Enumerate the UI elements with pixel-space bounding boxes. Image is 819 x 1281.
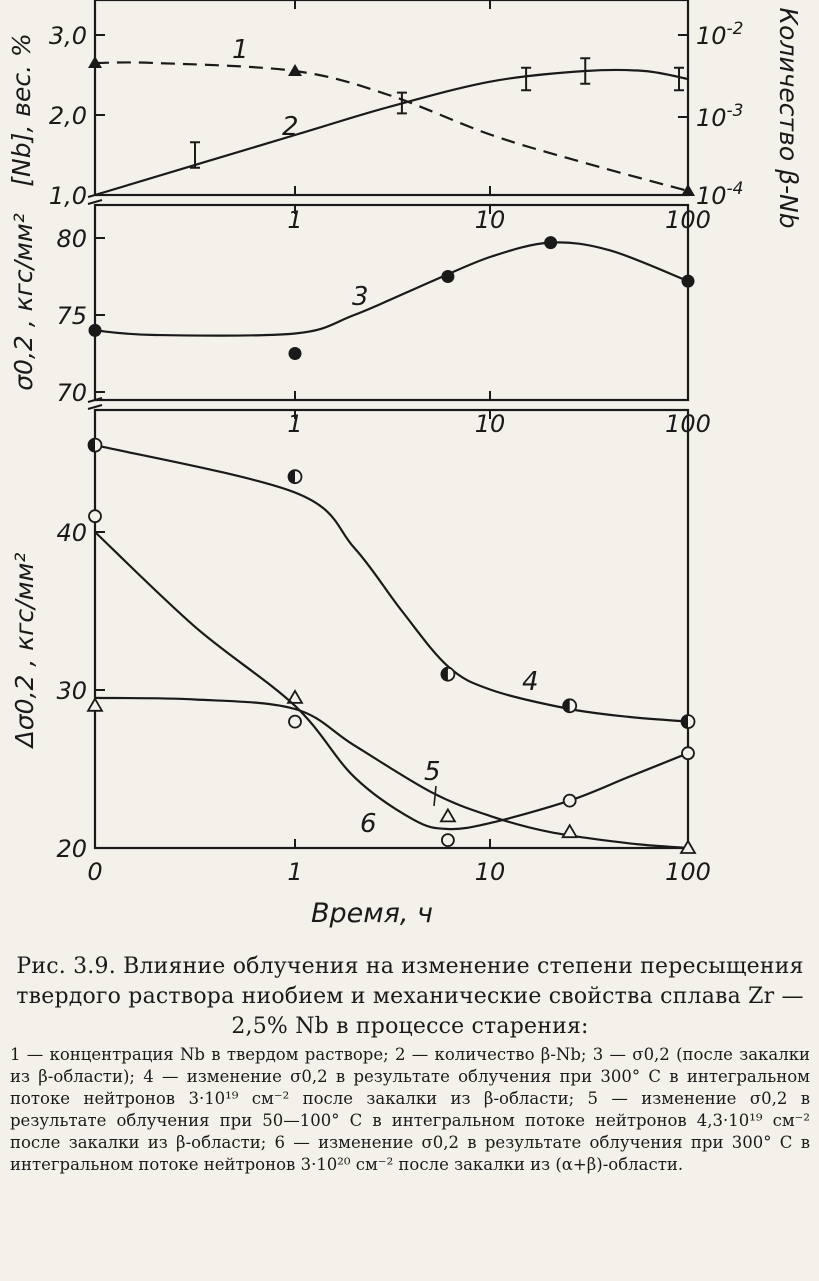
series-5-marker <box>563 825 577 837</box>
series-2-label: 2 <box>282 112 299 142</box>
caption-legend: 1 — концентрация Nb в твердом растворе; 2 — количество β-Nb; 3 — σ0,2 (после закалки из β-области); 4 — изменение σ0,2 в результате облучения при 300° С в интегральном потоке нейтронов 3·10¹⁹ см⁻² после закалки из β-области; 5 — изменение σ0,2 в результате облучения при 50—100° С в интегральном потоке нейтронов 4,3·10¹⁹ см⁻² после закалки из β-области; 6 — изменение σ0,2 в результате облучения при 300° С в интегральном потоке нейтронов 3·10²⁰ см⁻² после закалки из (α+β)-области. <box>10 1045 810 1174</box>
series-3-marker <box>89 324 102 337</box>
figure-caption <box>10 952 810 1176</box>
series-3-label: 3 <box>352 282 369 312</box>
y-axis-label: σ0,2 , кгс/мм² <box>9 213 38 391</box>
series-2-error-bar <box>521 68 531 90</box>
x-tick-label: 100 <box>665 206 711 234</box>
y-right-tick-label: $10^{-4}$ <box>696 179 744 210</box>
y-tick-label: 80 <box>56 225 87 253</box>
series-3-line <box>95 242 688 335</box>
series-5-marker <box>88 699 102 711</box>
y-right-tick-label: $10^{-2}$ <box>696 19 744 50</box>
x-tick-label: 1 <box>287 858 303 886</box>
x-tick-label: 10 <box>474 858 506 886</box>
y-axis-label: [Nb], вес. % <box>7 33 36 187</box>
series-5-marker <box>441 809 455 821</box>
x-tick-label: 10 <box>474 410 506 438</box>
series-3-marker <box>441 270 454 283</box>
panel-frame <box>95 410 688 848</box>
series-4-marker <box>289 470 302 483</box>
series-4-marker <box>441 668 454 681</box>
x-tick-label: 1 <box>287 206 303 234</box>
panel-middle <box>9 205 711 438</box>
series-6-marker <box>442 834 454 846</box>
x-tick-label: 10 <box>474 206 506 234</box>
series-4-label: 4 <box>522 667 539 697</box>
y-tick-label: 2,0 <box>48 102 87 130</box>
panel-frame <box>95 205 688 400</box>
series-1-label: 1 <box>232 35 249 65</box>
y-tick-label: 70 <box>56 379 87 407</box>
y-tick-label: 20 <box>56 835 87 863</box>
x-tick-label: 1 <box>287 410 303 438</box>
x-tick-label: 0 <box>87 858 103 886</box>
series-3-marker <box>682 275 695 288</box>
series-2-line <box>95 70 688 195</box>
series-6-marker <box>89 510 101 522</box>
x-tick-label: 100 <box>665 410 711 438</box>
y-right-axis-label: Количество β-Nb <box>774 7 803 229</box>
panel-top <box>7 0 803 234</box>
series-4-marker <box>89 439 102 452</box>
series-6-line <box>95 532 688 829</box>
series-5-line <box>95 698 688 848</box>
series-4-line <box>95 445 688 721</box>
series-2-error-bar <box>674 68 684 90</box>
y-axis-label: Δσ0,2 , кгс/мм² <box>10 552 39 748</box>
series-6-marker <box>682 747 694 759</box>
caption-title: Рис. 3.9. Влияние облучения на изменение степени пересыщения твердого раствора ниобием и механические свойства сплава Zr — 2,5% Nb в процессе старения: <box>16 954 804 1039</box>
x-axis-title: Время, ч <box>310 898 434 929</box>
series-5-leader <box>434 786 436 806</box>
y-tick-label: 1,0 <box>48 182 87 210</box>
y-tick-label: 3,0 <box>48 22 87 50</box>
series-1-marker <box>288 64 302 76</box>
y-tick-label: 75 <box>56 302 87 330</box>
series-3-marker <box>289 347 302 360</box>
series-3-marker <box>544 236 557 249</box>
series-5-label: 5 <box>424 757 441 787</box>
series-1-line <box>95 62 688 191</box>
series-4-marker <box>563 699 576 712</box>
y-tick-label: 40 <box>56 519 87 547</box>
panel-bottom <box>10 410 711 886</box>
series-6-marker <box>289 716 301 728</box>
series-6-marker <box>564 795 576 807</box>
series-4-marker <box>682 715 695 728</box>
y-right-tick-label: $10^{-3}$ <box>696 101 744 132</box>
series-6-label: 6 <box>360 809 377 839</box>
y-tick-label: 30 <box>56 677 87 705</box>
x-tick-label: 100 <box>665 858 711 886</box>
